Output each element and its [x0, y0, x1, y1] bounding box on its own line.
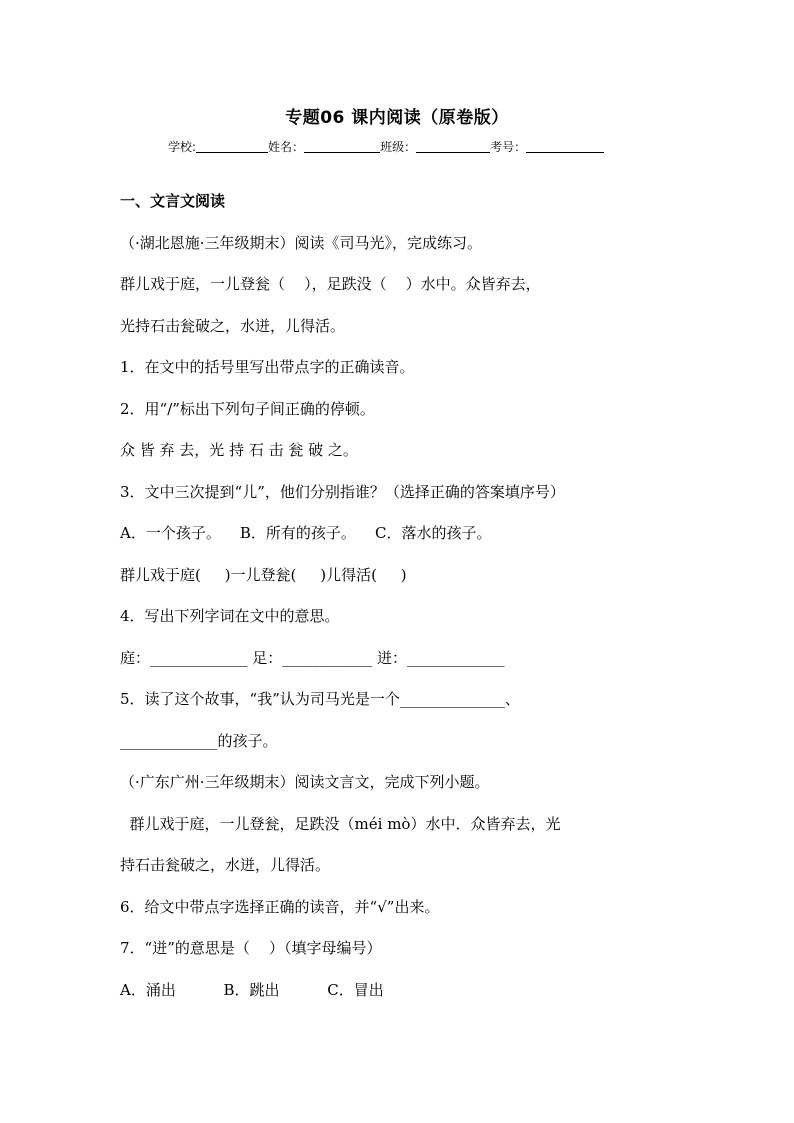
exam-no-blank[interactable] [526, 140, 604, 153]
document-title: 专题06 课内阅读（原卷版） [285, 108, 509, 128]
question-7: 7．“迸”的意思是（ ）（填字母编号） [120, 939, 382, 957]
question-4-blanks: 庭：_____________ 足：____________ 迸：_____________ [120, 649, 505, 667]
passage2-line-2: 持石击瓮破之，水迸，儿得活。 [120, 856, 331, 874]
school-blank[interactable] [196, 140, 268, 153]
passage-line-1: 群儿戏于庭，一儿登瓮（ ），足跌没（ ）水中。众皆弃去， [120, 275, 541, 293]
question-5-cont: _____________的孩子。 [120, 732, 278, 750]
class-label: 班级： [380, 140, 417, 154]
source-line-2: （·广东广州·三年级期末）阅读文言文，完成下列小题。 [120, 773, 490, 791]
exam-no-label: 考号： [490, 140, 527, 154]
name-blank[interactable] [304, 140, 380, 153]
question-4: 4．写出下列字词在文中的意思。 [120, 607, 340, 625]
class-blank[interactable] [416, 140, 490, 153]
section-heading: 一、文言文阅读 [120, 192, 226, 210]
question-7-options: A．涌出 B．跳出 C．冒出 [120, 981, 384, 999]
school-label: 学校: [168, 140, 197, 154]
name-label: 姓名： [268, 140, 305, 154]
question-2: 2．用“/”标出下列句子间正确的停顿。 [120, 400, 375, 418]
question-3-options: A．一个孩子。 B．所有的孩子。 C．落水的孩子。 [120, 524, 492, 542]
question-3: 3．文中三次提到“儿”，他们分别指谁？（选择正确的答案填序号） [120, 483, 565, 501]
question-6: 6．给文中带点字选择正确的读音，并“√”出来。 [120, 898, 440, 916]
passage-line-2: 光持石击瓮破之，水迸，儿得活。 [120, 317, 346, 335]
question-2-sentence: 众 皆 弃 去，光 持 石 击 瓮 破 之。 [120, 441, 358, 459]
student-info-row [168, 138, 604, 155]
passage2-line-1: 群儿戏于庭，一儿登瓮，足跌没（méi mò）水中．众皆弃去，光 [120, 815, 561, 833]
question-1: 1．在文中的括号里写出带点字的正确读音。 [120, 358, 415, 376]
source-line-1: （·湖北恩施·三年级期末）阅读《司马光》，完成练习。 [120, 234, 483, 252]
question-3-answers: 群儿戏于庭( )一儿登瓮( )儿得活( ) [120, 566, 407, 584]
question-5: 5．读了这个故事，“我”认为司马光是一个______________、 [120, 690, 520, 708]
